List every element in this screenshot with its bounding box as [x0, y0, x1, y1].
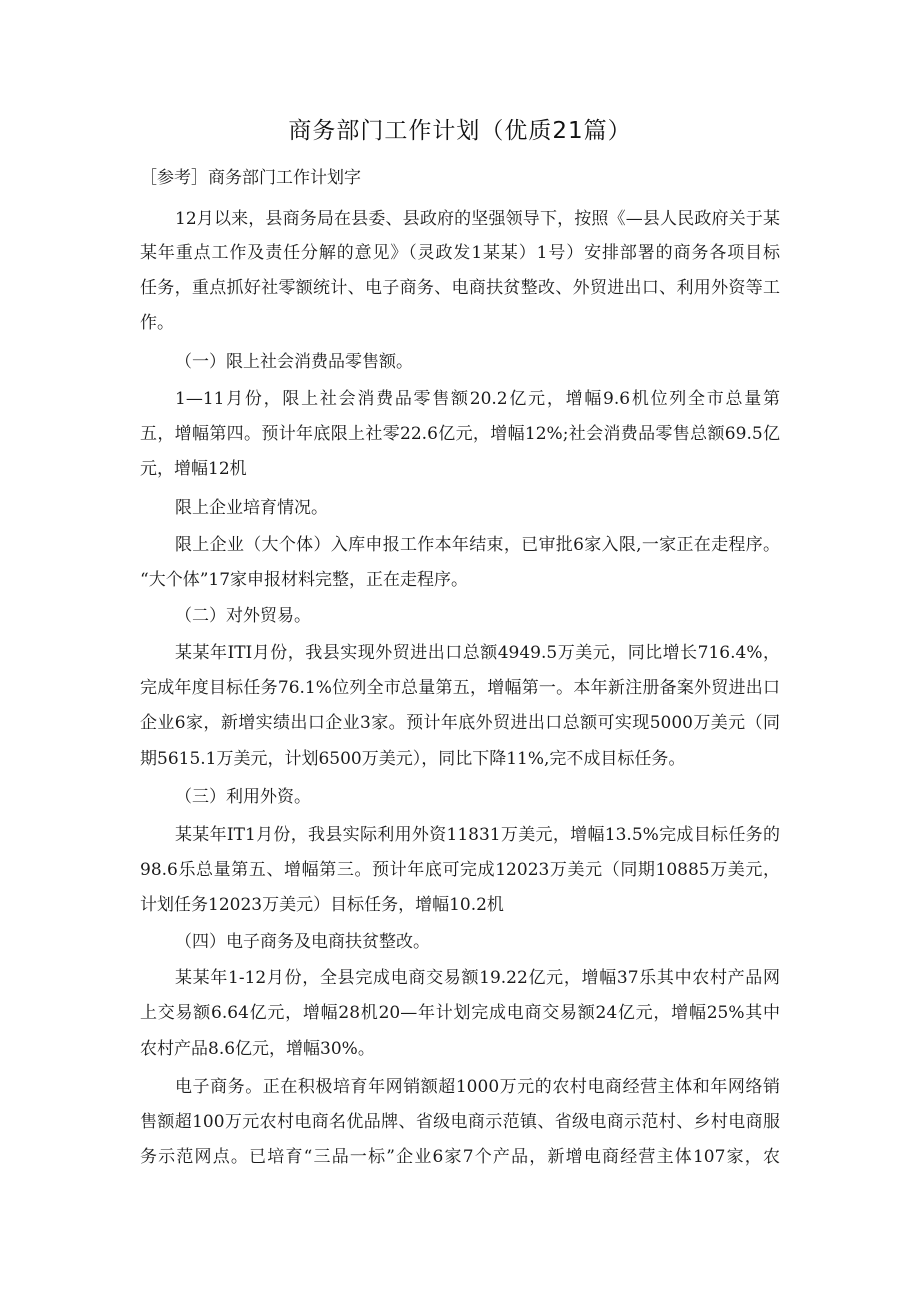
paragraph-line: 计划任务12023万美元）目标任务，增幅10.2机: [140, 895, 504, 915]
paragraph-line: 某某年1-12月份，全县完成电商交易额19.22亿元，增幅37乐其中农村产品网: [175, 968, 780, 988]
reference-line: ［参考］商务部门工作计划字: [140, 168, 361, 188]
paragraph-line: 元，增幅12机: [140, 459, 247, 479]
paragraph-line: 1—11月份，限上社会消费品零售额20.2亿元，增幅9.6机位列全市总量第: [175, 389, 780, 409]
paragraph-line: 某某年IT1月份，我县实际利用外资11831万美元，增幅13.5%完成目标任务的: [175, 825, 780, 845]
section-heading: （一）限上社会消费品零售额。: [175, 352, 413, 372]
paragraph-line: 上交易额6.64亿元，增幅28机20—年计划完成电商交易额24亿元，增幅25%其中: [140, 1003, 780, 1023]
paragraph-line: 电子商务。正在积极培育年网销额超1000万元的农村电商经营主体和年网络销: [175, 1077, 780, 1097]
paragraph-line: 五，增幅第四。预计年底限上社零22.6亿元，增幅12%;社会消费品零售总额69.5亿: [140, 424, 780, 444]
paragraph-line: 期5615.1万美元，计划6500万美元），同比下降11%,完不成目标任务。: [140, 749, 686, 769]
paragraph-line: 12月以来，县商务局在县委、县政府的坚强领导下，按照《—县人民政府关于某: [175, 209, 780, 229]
document-title: 商务部门工作计划（优质21篇）: [288, 118, 632, 144]
paragraph-line: 售额超100万元农村电商名优品牌、省级电商示范镇、省级电商示范村、乡村电商服: [140, 1112, 780, 1132]
paragraph-line: 企业6家，新增实绩出口企业3家。预计年底外贸进出口总额可实现5000万美元（同: [140, 713, 780, 733]
paragraph-line: 98.6乐总量第五、增幅第三。预计年底可完成12023万美元（同期10885万美元，: [140, 860, 780, 880]
section-heading: （三）利用外资。: [175, 787, 311, 807]
paragraph-line: 任务，重点抓好社零额统计、电子商务、电商扶贫整改、外贸进出口、利用外资等工: [140, 278, 780, 298]
section-heading: （四）电子商务及电商扶贫整改。: [175, 932, 430, 952]
paragraph-line: 务示范网点。已培育“三品一标”企业6家7个产品，新增电商经营主体107家，农: [140, 1147, 780, 1167]
paragraph-line: 限上企业（大个体）入库申报工作本年结束，已审批6家入限,一家正在走程序。: [175, 535, 780, 555]
section-heading: （二）对外贸易。: [175, 606, 311, 626]
paragraph-line: 限上企业培育情况。: [175, 498, 328, 518]
paragraph-line: “大个体”17家申报材料完整，正在走程序。: [140, 570, 469, 590]
paragraph-line: 农村产品8.6亿元，增幅30%。: [140, 1039, 375, 1059]
paragraph-line: 某某年ITI月份，我县实现外贸进出口总额4949.5万美元，同比增长716.4%，: [175, 643, 780, 663]
paragraph-line: 完成年度目标任务76.1%位列全市总量第五，增幅第一。本年新注册备案外贸进出口: [140, 678, 780, 698]
paragraph-line: 某年重点工作及责任分解的意见》（灵政发1某某）1号）安排部署的商务各项目标: [140, 243, 780, 263]
paragraph-line: 作。: [140, 313, 174, 333]
